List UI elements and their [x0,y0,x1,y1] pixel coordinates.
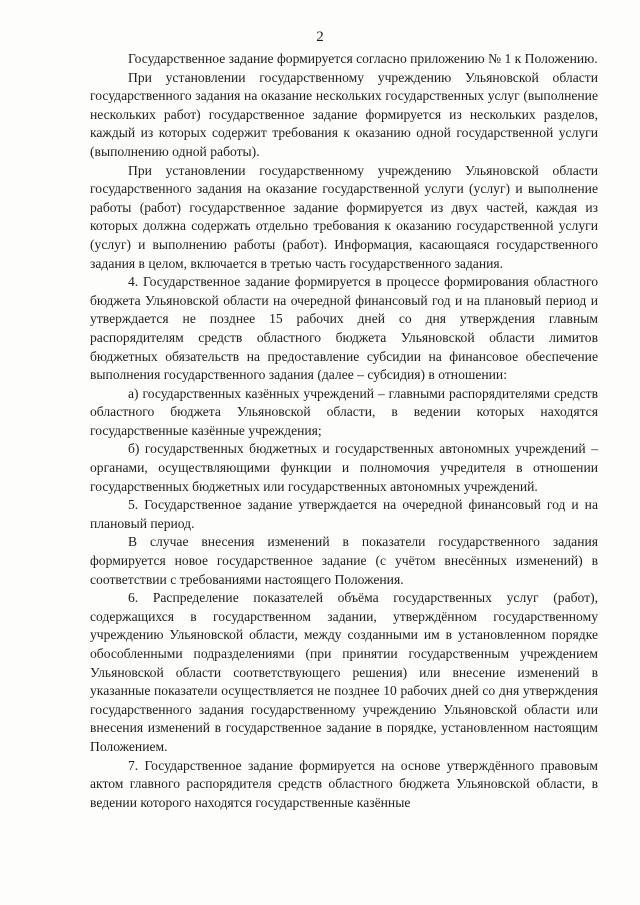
paragraph-item-6: 6. Распределение показателей объёма государственных услуг (работ), содержащихся в государственном задании, утверждённом государственному учреждению Ульяновской области, между созданными им в установленном порядке обособленными подразделениями (при принятии государственным учреждением Ульяновской области соответствующего решения) или внесение изменений в указанные показатели осуществляется не позднее 10 рабочих дней со дня утверждения государственного задания государственному учреждению Ульяновской области или внесения изменений в государственное задание в порядке, установленном настоящим Положением. [90,590,598,754]
page-number: 2 [316,29,324,45]
paragraph-item-4b: б) государственных бюджетных и государственных автономных учреждений – органами, осуществляющими функции и полномочия учредителя в отношении государственных бюджетных или государственных автономных учреждений. [90,441,598,494]
document-body [90,50,598,812]
paragraph-multiple-services: При установлении государственному учреждению Ульяновской области государственного задания на оказание нескольких государственных услуг (выполнение нескольких работ) государственное задание формируется из нескольких разделов, каждый из которых содержит требования к оказанию одной государственной услуги (выполнению одной работы). [90,69,598,159]
paragraph-item-4: 4. Государственное задание формируется в процессе формирования областного бюджета Ульяновской области на очередной финансовый год и на плановый период и утверждается не позднее 15 рабочих дней со дня утверждения главным распорядителям средств областного бюджета Ульяновской области лимитов бюджетных обязательств на предоставление субсидии на финансовое обеспечение выполнения государственного задания (далее – субсидия) в отношении: [90,274,598,383]
paragraph-item-7: 7. Государственное задание формируется на основе утверждённого правовым актом главного распорядителя средств областного бюджета Ульяновской области, в ведении которого находятся государственные казённые [90,757,598,810]
paragraph-item-4a: а) государственных казённых учреждений – главными распорядителями средств областного бюджета Ульяновской области, в ведении которых находятся государственные казённые учреждения; [90,385,598,438]
paragraph-appendix: Государственное задание формируется согласно приложению № 1 к Положению. [128,51,598,66]
paragraph-item-5: 5. Государственное задание утверждается на очередной финансовый год и на плановый период. [90,497,598,531]
paragraph-services-and-works: При установлении государственному учреждению Ульяновской области государственного задания на оказание государственной услуги (услуг) и выполнение работы (работ) государственное задание формируется из двух частей, каждая из которых должна содержать отдельно требования к оказанию государственной услуги (услуг) и выполнению работы (работ). Информация, касающаяся государственного задания в целом, включается в третью часть государственного задания. [90,162,598,271]
paragraph-changes: В случае внесения изменений в показатели государственного задания формируется новое государственное задание (с учётом внесённых изменений) в соответствии с требованиями настоящего Положения. [90,534,598,587]
